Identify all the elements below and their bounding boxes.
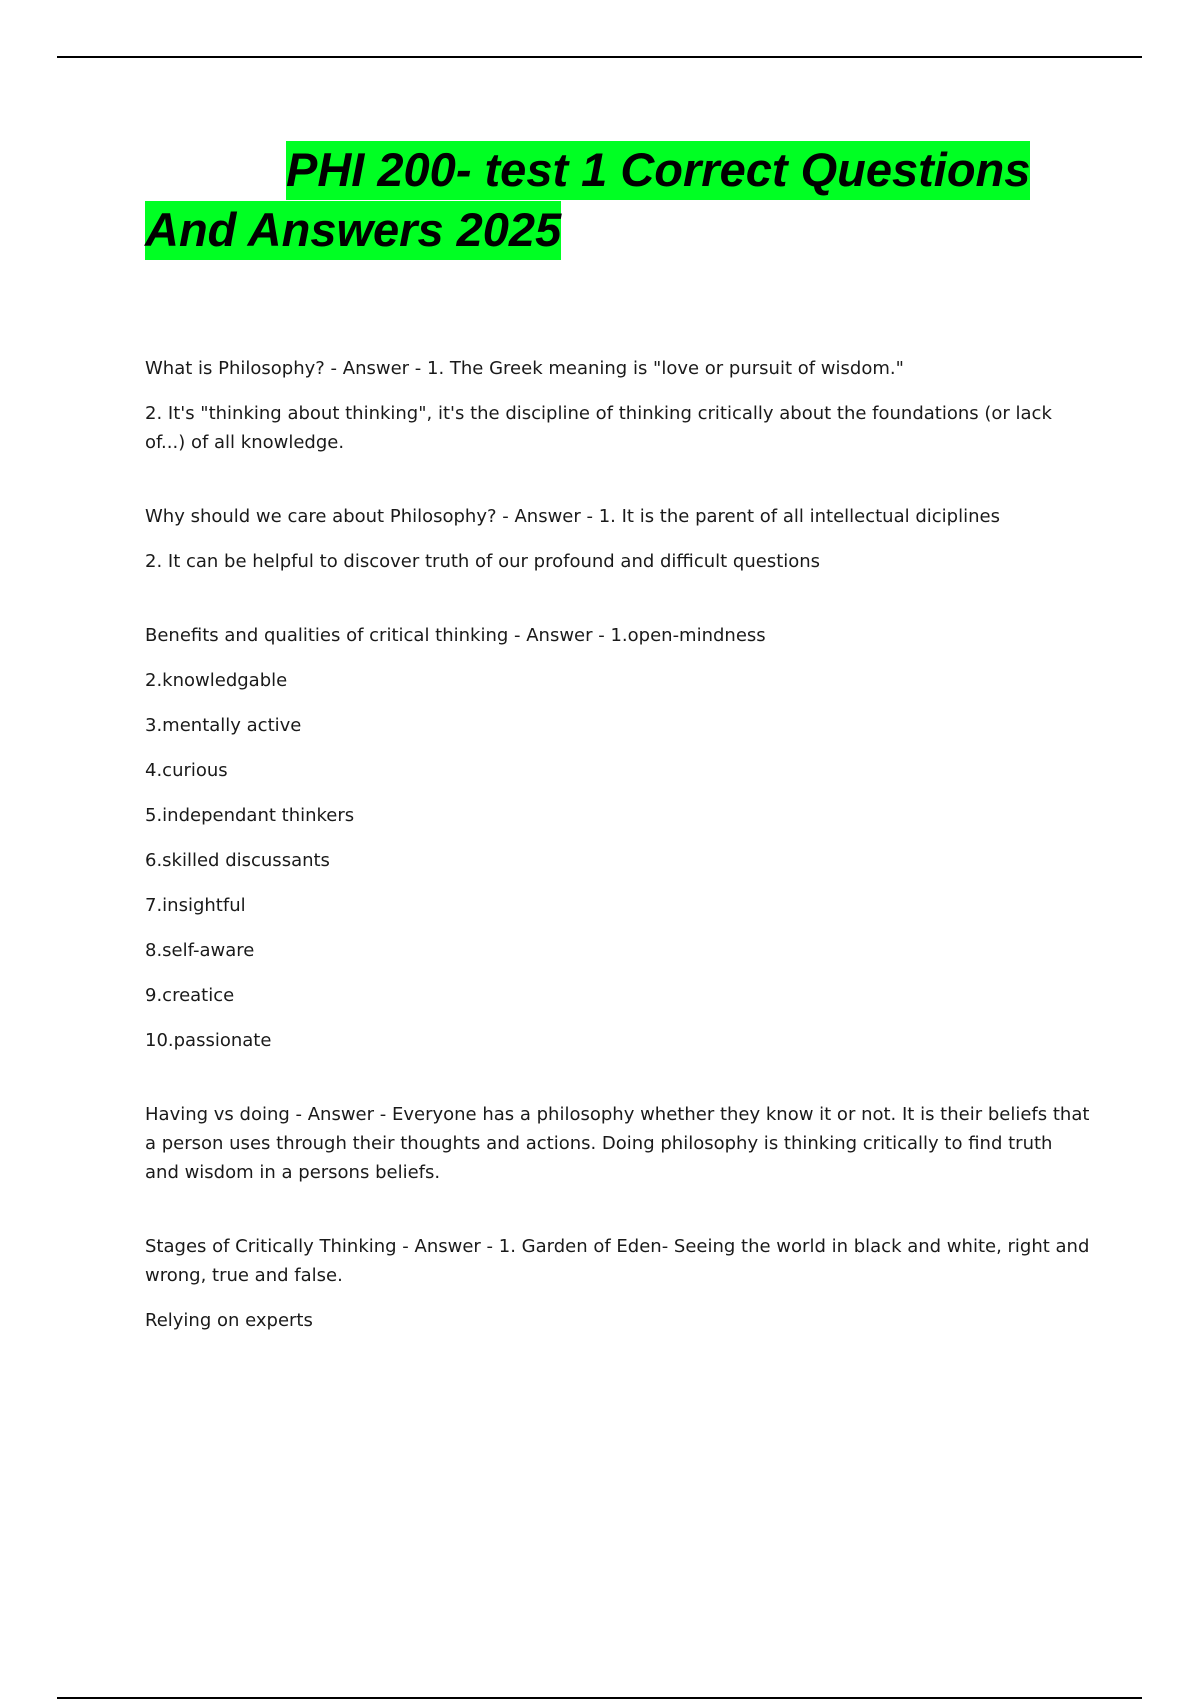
paragraph: What is Philosophy? - Answer - 1. The Greek meaning is "love or pursuit of wisdom." (145, 358, 904, 379)
list-item: 4.curious (145, 760, 228, 781)
document-title (145, 140, 1085, 260)
qa-block-having-vs-doing (145, 1100, 1090, 1187)
paragraph: Stages of Critically Thinking - Answer - 1. Garden of Eden- Seeing the world in black and white, right and wrong, true and false. (145, 1236, 1090, 1286)
document-body (145, 354, 1090, 1380)
list-item: 6.skilled discussants (145, 850, 330, 871)
bottom-rule (57, 1697, 1142, 1699)
list-item: 3.mentally active (145, 715, 302, 736)
top-rule (57, 56, 1142, 58)
paragraph: Why should we care about Philosophy? - Answer - 1. It is the parent of all intellectual diciplines (145, 506, 1000, 527)
list-item: 9.creatice (145, 985, 235, 1006)
paragraph: 2. It can be helpful to discover truth of our profound and difficult questions (145, 551, 821, 572)
list-item: 7.insightful (145, 895, 246, 916)
qa-block-benefits (145, 621, 1090, 1055)
list-item: 5.independant thinkers (145, 805, 355, 826)
paragraph: Relying on experts (145, 1310, 313, 1331)
paragraph: Having vs doing - Answer - Everyone has a philosophy whether they know it or not. It is their beliefs that a person uses through their thoughts and actions. Doing philosophy is thinking critically to find truth and wisdom in a persons beliefs. (145, 1104, 1090, 1183)
title-highlight: PHI 200- test 1 Correct Questions And Answers 2025 (145, 141, 1030, 260)
paragraph: 2. It's "thinking about thinking", it's the discipline of thinking critically about the foundations (or lack of...) of all knowledge. (145, 403, 1052, 453)
list-item: 2.knowledgable (145, 670, 288, 691)
qa-block-what-is-philosophy (145, 354, 1090, 457)
qa-block-why-care (145, 502, 1090, 576)
list-item: 8.self-aware (145, 940, 255, 961)
paragraph: Benefits and qualities of critical thinking - Answer - 1.open-mindness (145, 625, 766, 646)
qa-block-stages (145, 1232, 1090, 1335)
list-item: 10.passionate (145, 1030, 272, 1051)
